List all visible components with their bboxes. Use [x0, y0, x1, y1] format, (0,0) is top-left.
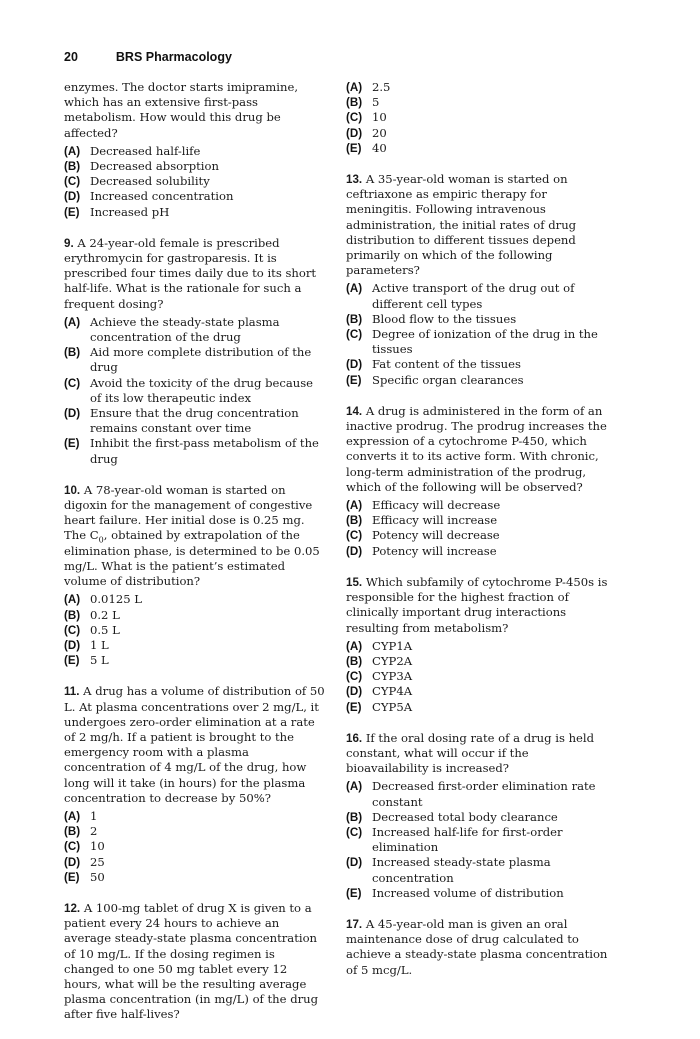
option-letter: (A): [64, 593, 81, 607]
option-text: CYP3A: [372, 669, 413, 684]
option-text: Decreased total body clearance: [372, 809, 558, 824]
question-stem: 17. A 45-year-old man is given an oral maintenance dose of drug calculated to achieve a steady-state plasma concentration of 5 mcg/L.: [346, 916, 608, 977]
right-column: [346, 80, 608, 994]
question-stem: 12. A 100-mg tablet of drug X is given to a patient every 24 hours to achieve an average steady-state plasma concentration of 10 mg/L. If the dosing regimen is changed to one 50 mg tablet every 12 hours, what will be the resulting average plasma concentration (in mg/L) of the drug after five half-lives?: [64, 900, 319, 1022]
option-letter: (A): [346, 499, 363, 513]
answer-option: [346, 110, 608, 125]
answer-options: [346, 281, 608, 387]
option-letter: (A): [346, 639, 363, 653]
option-text: Decreased solubility: [90, 174, 210, 189]
option-letter: (C): [64, 175, 81, 189]
option-letter: (D): [346, 126, 363, 140]
option-text: CYP5A: [372, 699, 413, 714]
answer-option: [346, 373, 608, 388]
option-text: 5: [372, 95, 380, 110]
answer-option: [346, 810, 608, 825]
page-number: 20: [64, 50, 78, 64]
answer-option: [346, 281, 608, 311]
answer-option: [64, 870, 326, 885]
option-letter: (A): [346, 780, 363, 794]
option-text: Degree of ionization of the drug in the tissues: [372, 327, 598, 357]
option-letter: (C): [346, 328, 363, 342]
option-letter: (E): [346, 700, 362, 714]
option-text: Active transport of the drug out of different cell types: [372, 281, 575, 311]
option-letter: (B): [346, 654, 363, 668]
option-letter: (E): [346, 886, 362, 900]
question-number: 9.: [64, 236, 74, 250]
option-text: Achieve the steady-state plasma concentration of the drug: [90, 314, 280, 345]
option-text: CYP1A: [372, 638, 413, 653]
question-number: 12.: [64, 901, 81, 915]
option-text: Efficacy will decrease: [372, 498, 501, 513]
option-letter: (E): [346, 373, 362, 387]
option-text: Potency will decrease: [372, 528, 500, 543]
option-text: 2.5: [372, 80, 391, 94]
answer-option: [64, 436, 326, 466]
option-text: Efficacy will increase: [372, 513, 498, 528]
answer-option: [64, 608, 326, 623]
answer-option: [346, 126, 608, 141]
answer-option: [346, 684, 608, 699]
option-letter: (B): [346, 514, 363, 528]
question-16: [346, 731, 608, 901]
option-text: 0.0125 L: [90, 592, 142, 607]
option-letter: (B): [64, 160, 81, 174]
question-stem: 15. Which subfamily of cytochrome P-450s is responsible for the highest fraction of clinically important drug interactions resulting from metabolism?: [346, 574, 608, 635]
answer-option: [346, 141, 608, 156]
answer-option: [64, 839, 326, 854]
question-number: 16.: [346, 731, 363, 745]
question-number: 13.: [346, 173, 363, 187]
option-text: 1: [90, 808, 98, 823]
option-letter: (C): [64, 376, 81, 390]
option-text: 1 L: [90, 637, 109, 652]
question-9: [64, 236, 326, 467]
option-letter: (B): [64, 825, 81, 839]
answer-option: [64, 638, 326, 653]
answer-option: [346, 855, 608, 885]
answer-option: [64, 809, 326, 824]
question-stem: 10. A 78-year-old woman is started on digoxin for the management of congestive heart failure. Her initial dose is 0.25 mg. The $C_0$, obtained by extrapolation of the elimination phase, is determined to be 0.05 mg/L. What is the patient’s estimated volume of distribution?: [64, 482, 320, 589]
option-text: 2: [90, 824, 98, 839]
answer-option: [346, 357, 608, 372]
option-letter: (B): [64, 346, 81, 360]
option-text: Increased concentration: [90, 189, 234, 204]
answer-option: [346, 779, 608, 809]
option-letter: (B): [346, 96, 363, 110]
question-stem: 16. If the oral dosing rate of a drug is held constant, what will occur if the bioavailability is increased?: [346, 730, 595, 776]
option-text: Ensure that the drug concentration remains constant over time: [90, 406, 299, 436]
question-number: 11.: [64, 685, 80, 699]
option-letter: (E): [64, 654, 80, 668]
answer-option: [64, 855, 326, 870]
question-stem: 14. A drug is administered in the form of an inactive prodrug. The prodrug increases the expression of a cytochrome P-450, which converts it to its active form. With chronic, long-term administration of the prodrug, which of the following will be observed?: [346, 403, 607, 494]
answer-option: [346, 654, 608, 669]
answer-options: [346, 779, 608, 901]
option-letter: (D): [346, 685, 363, 699]
option-letter: (D): [346, 358, 363, 372]
option-letter: (E): [64, 437, 80, 451]
answer-option: [346, 80, 608, 95]
option-text: 50: [90, 869, 105, 884]
answer-options: [64, 144, 326, 220]
option-text: Increased half-life for first-order elimination: [372, 824, 563, 855]
question-stem: enzymes. The doctor starts imipramine, which has an extensive first-pass metabolism. How would this drug be affected?: [64, 80, 299, 140]
option-text: 10: [90, 839, 105, 854]
question-stem: 9. A 24-year-old female is prescribed erythromycin for gastroparesis. It is prescribed four times daily due to its short half-life. What is the rationale for such a frequent dosing?: [64, 235, 317, 311]
option-letter: (D): [346, 544, 363, 558]
question-10: [64, 483, 326, 668]
answer-option: [346, 513, 608, 528]
option-letter: (A): [346, 81, 363, 94]
answer-option: [64, 824, 326, 839]
option-letter: (A): [64, 809, 81, 823]
option-letter: (B): [64, 608, 81, 622]
option-text: Increased volume of distribution: [372, 885, 564, 900]
question-14: [346, 404, 608, 559]
option-text: Avoid the toxicity of the drug because of its low therapeutic index: [90, 375, 314, 405]
answer-option: [64, 345, 326, 375]
option-letter: (B): [346, 810, 363, 824]
option-letter: (C): [346, 670, 363, 684]
option-text: 10: [372, 110, 387, 125]
answer-option: [346, 700, 608, 715]
option-text: Decreased absorption: [90, 159, 219, 174]
option-text: 40: [372, 140, 387, 155]
answer-options: [64, 809, 326, 885]
answer-options: [346, 498, 608, 559]
option-text: 20: [372, 125, 387, 140]
answer-option: [346, 886, 608, 901]
book-title: BRS Pharmacology: [115, 50, 232, 64]
question-8-continued: [64, 80, 326, 220]
option-text: Aid more complete distribution of the drug: [90, 345, 312, 375]
option-letter: (C): [64, 623, 81, 637]
option-text: Fat content of the tissues: [372, 357, 521, 372]
answer-option: [64, 592, 326, 607]
answer-option: [346, 544, 608, 559]
option-letter: (C): [346, 825, 363, 839]
answer-options: [346, 80, 608, 156]
option-letter: (E): [346, 141, 362, 155]
option-text: Increased pH: [90, 204, 170, 219]
answer-option: [64, 144, 326, 159]
question-number: 17.: [346, 917, 363, 931]
answer-option: [64, 315, 326, 345]
answer-option: [64, 174, 326, 189]
answer-options: [64, 315, 326, 467]
option-letter: (C): [346, 529, 363, 543]
answer-option: [346, 95, 608, 110]
option-letter: (B): [346, 312, 363, 326]
option-text: 0.2 L: [90, 607, 120, 622]
answer-option: [64, 376, 326, 406]
answer-options: [64, 592, 326, 668]
option-text: Increased steady-state plasma concentration: [372, 855, 551, 885]
option-letter: (D): [64, 407, 81, 421]
answer-option: [64, 159, 326, 174]
option-text: Decreased half-life: [90, 143, 201, 158]
option-letter: (C): [346, 111, 363, 125]
answer-option: [346, 528, 608, 543]
option-text: Blood flow to the tissues: [372, 311, 517, 326]
option-text: 25: [90, 854, 105, 869]
question-stem: 11. A drug has a volume of distribution of 50 L. At plasma concentrations over 2 mg/L, it undergoes zero-order elimination at a rate of 2 mg/h. If a patient is brought to the emergency room with a plasma concentration of 4 mg/L of the drug, how long will it take (in hours) for the plasma concentration to decrease by 50%?: [64, 684, 325, 805]
question-13: [346, 172, 608, 388]
question-number: 10.: [64, 483, 81, 497]
answer-option: [346, 669, 608, 684]
option-text: Decreased first-order elimination rate constant: [372, 779, 596, 809]
option-text: Potency will increase: [372, 543, 497, 558]
question-12: [64, 901, 326, 1023]
option-letter: (E): [64, 205, 80, 219]
page-header: [64, 50, 232, 64]
question-stem: 13. A 35-year-old woman is started on ceftriaxone as empiric therapy for meningitis. Following intravenous administration, the initial rates of drug distribution to different tissues depend primarily on which of the following parameters?: [346, 172, 577, 278]
option-letter: (C): [64, 840, 81, 854]
option-letter: (A): [64, 144, 81, 158]
question-11: [64, 684, 326, 885]
answer-option: [64, 653, 326, 668]
option-text: 5 L: [90, 653, 109, 668]
answer-options: [346, 639, 608, 715]
option-text: 0.5 L: [90, 622, 120, 637]
answer-option: [64, 623, 326, 638]
question-number: 14.: [346, 404, 363, 418]
option-letter: (A): [64, 315, 81, 329]
option-letter: (E): [64, 870, 80, 884]
answer-option: [346, 639, 608, 654]
question-number: 15.: [346, 575, 363, 589]
option-letter: (A): [346, 282, 363, 296]
answer-option: [346, 498, 608, 513]
answer-option: [64, 189, 326, 204]
option-letter: (D): [64, 190, 81, 204]
option-text: Specific organ clearances: [372, 372, 524, 387]
answer-option: [346, 312, 608, 327]
question-17: [346, 917, 608, 978]
answer-option: [346, 327, 608, 357]
answer-option: [346, 825, 608, 855]
question-12-options: [346, 80, 608, 156]
option-letter: (D): [64, 638, 81, 652]
option-letter: (D): [64, 855, 81, 869]
answer-option: [64, 205, 326, 220]
question-15: [346, 575, 608, 715]
option-text: Inhibit the first-pass metabolism of the drug: [90, 436, 319, 466]
option-letter: (D): [346, 856, 363, 870]
option-text: CYP2A: [372, 653, 413, 668]
answer-option: [64, 406, 326, 436]
option-text: CYP4A: [372, 684, 413, 699]
left-column: [64, 80, 326, 1039]
